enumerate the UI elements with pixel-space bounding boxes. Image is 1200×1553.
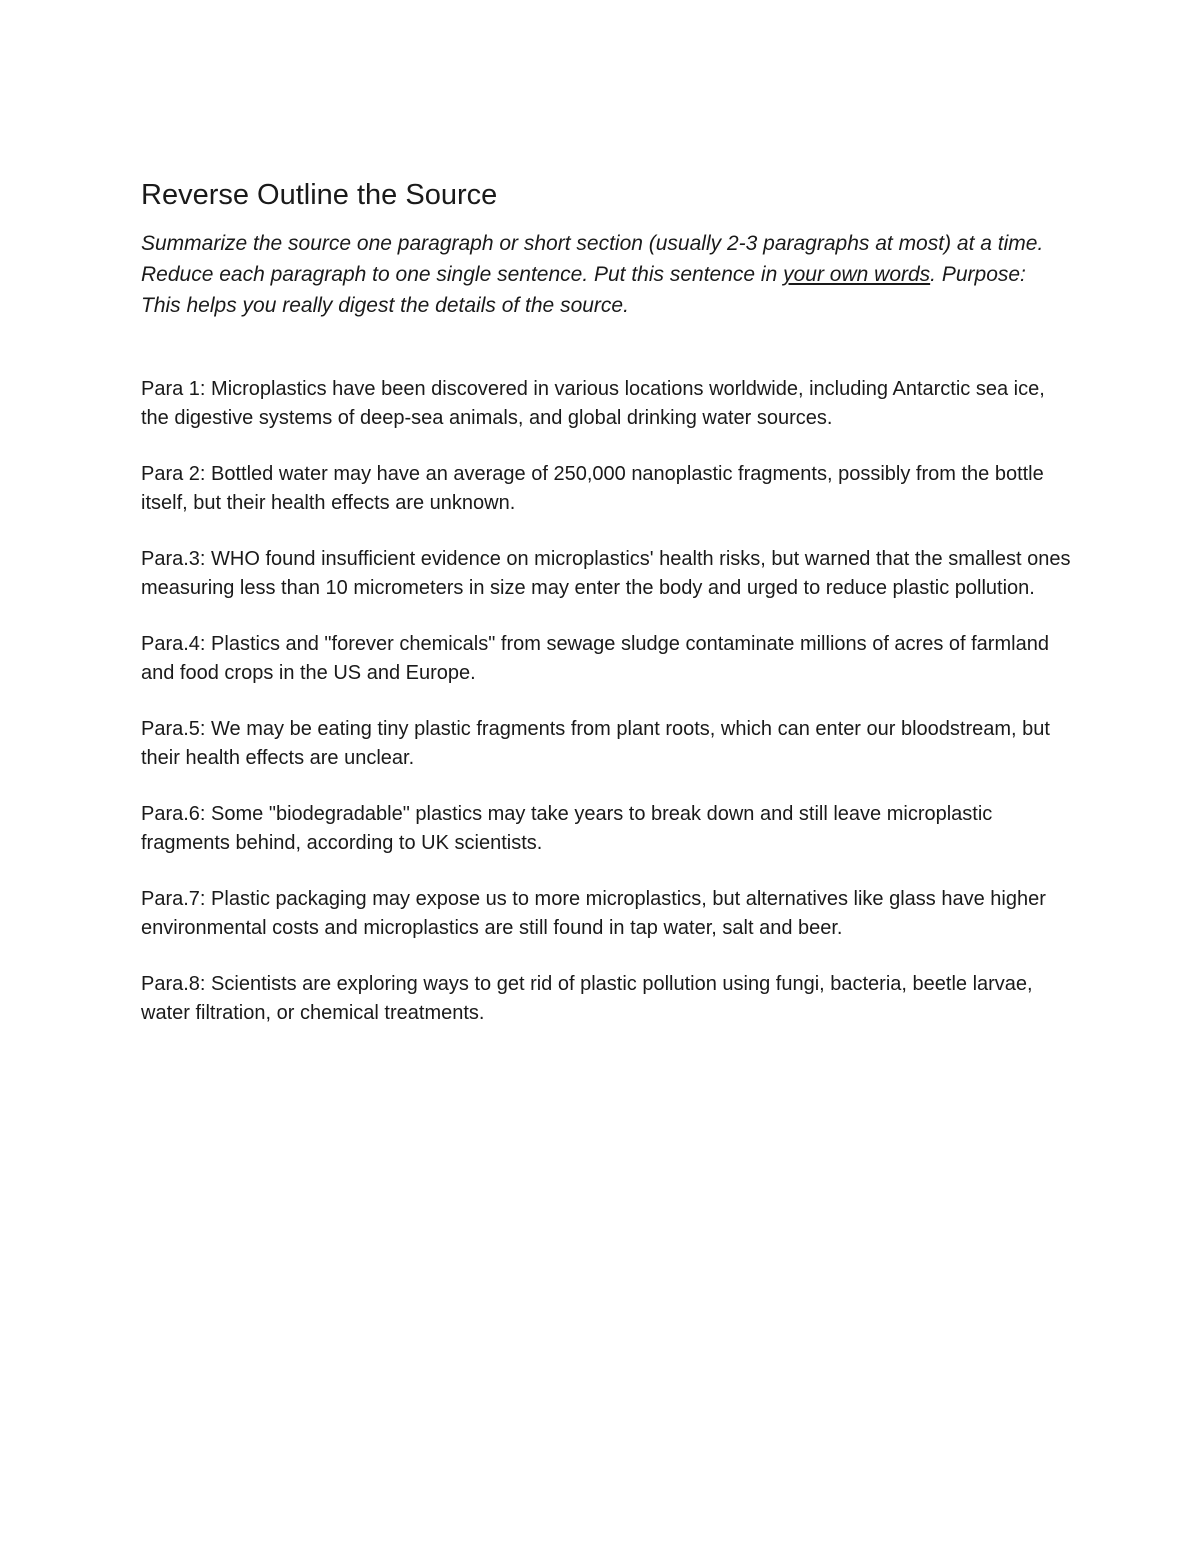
summary-paragraph-3: Para.3: WHO found insufficient evidence on microplastics' health risks, but warned that the smallest ones measuring less than 10 micrometers in size may enter the body and urged to reduce plastic pollution. [141, 548, 1071, 599]
instructions-part-1: Summarize the source one paragraph or short section (usually 2-3 paragraphs at most) at a time. Reduce each paragraph to one single sentence. Put this sentence in [141, 232, 1044, 286]
instructions-underlined: your own words [783, 263, 931, 286]
summary-paragraph-4: Para.4: Plastics and "forever chemicals" from sewage sludge contaminate millions of acres of farmland and food crops in the US and Europe. [141, 633, 1049, 684]
summary-paragraph-6: Para.6: Some "biodegradable" plastics may take years to break down and still leave microplastic fragments behind, according to UK scientists. [141, 803, 993, 854]
document-body [141, 176, 1071, 1055]
document-title: Reverse Outline the Source [141, 179, 498, 211]
summary-paragraph-5: Para.5: We may be eating tiny plastic fragments from plant roots, which can enter our bloodstream, but their health effects are unclear. [141, 718, 1050, 769]
summary-paragraph-8: Para.8: Scientists are exploring ways to get rid of plastic pollution using fungi, bacteria, beetle larvae, water filtration, or chemical treatments. [141, 973, 1033, 1024]
summary-paragraph-1: Para 1: Microplastics have been discovered in various locations worldwide, including Antarctic sea ice, the digestive systems of deep-sea animals, and global drinking water sources. [141, 378, 1045, 429]
instructions-text [141, 228, 1071, 321]
instructions-part-2: . Purpose: This helps you really digest the details of the source. [141, 263, 1026, 317]
summary-paragraph-2: Para 2: Bottled water may have an average of 250,000 nanoplastic fragments, possibly from the bottle itself, but their health effects are unknown. [141, 463, 1044, 514]
summary-paragraph-7: Para.7: Plastic packaging may expose us to more microplastics, but alternatives like glass have higher environmental costs and microplastics are still found in tap water, salt and beer. [141, 888, 1046, 939]
